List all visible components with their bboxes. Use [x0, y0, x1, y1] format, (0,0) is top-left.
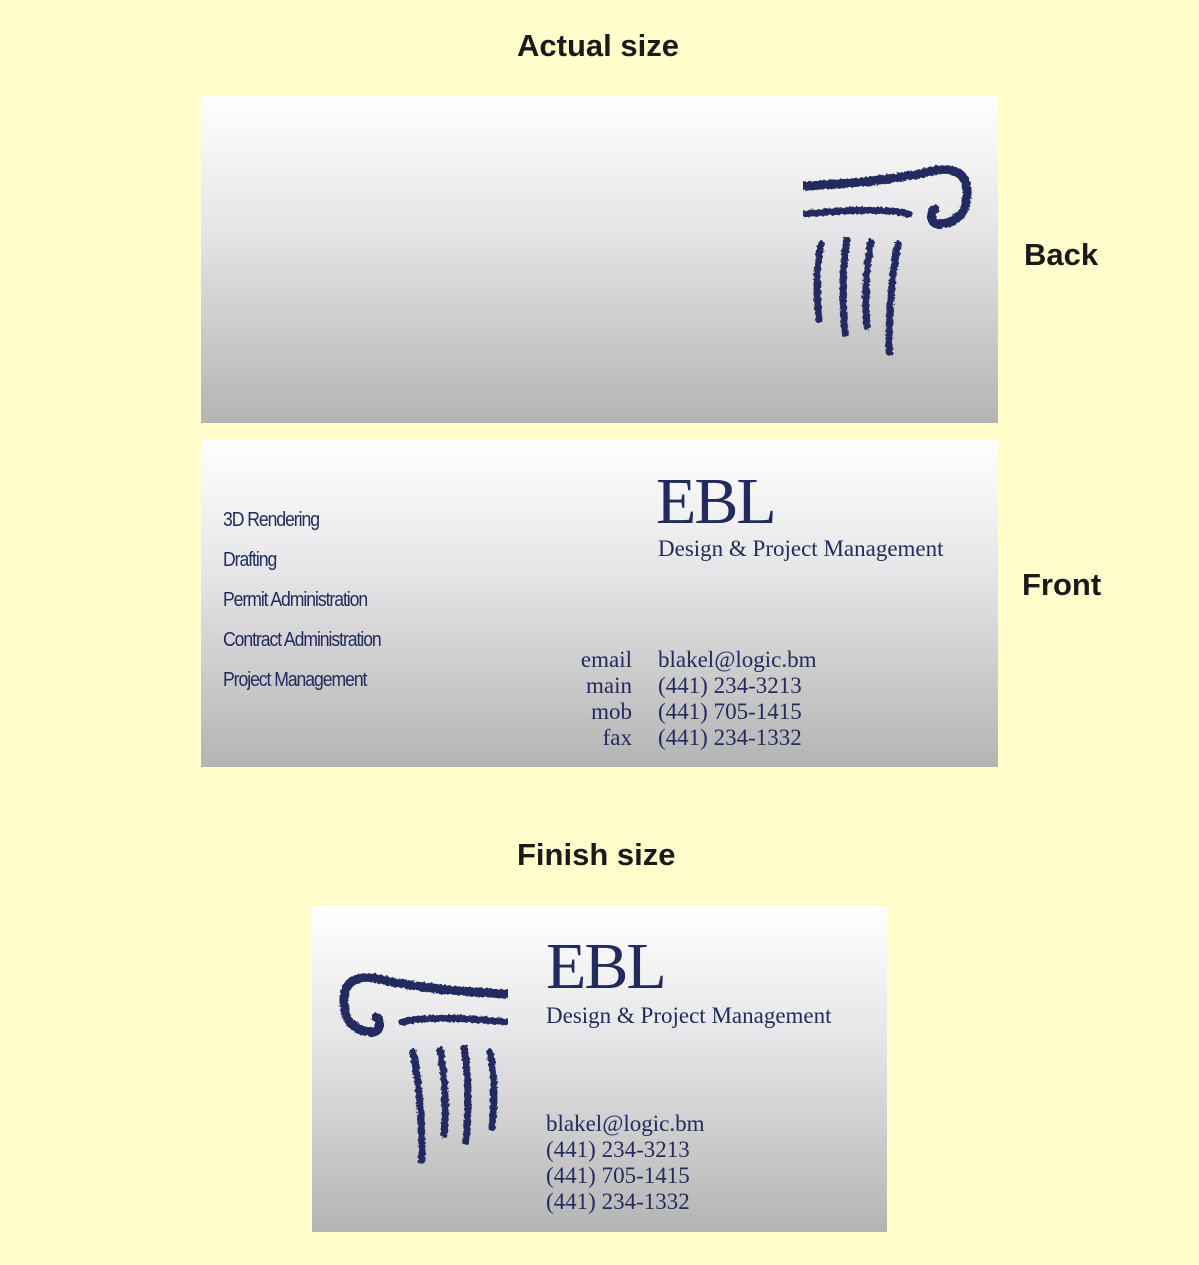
service-item: Permit Administration: [223, 589, 368, 611]
service-item: Contract Administration: [223, 629, 381, 651]
actual-size-heading: Actual size: [517, 28, 679, 63]
contact-email[interactable]: blakel@logic.bm: [546, 1111, 705, 1136]
card-finish: [312, 906, 887, 1232]
contact-fax: (441) 234-1332: [658, 725, 802, 750]
brand-name: EBL: [656, 465, 775, 538]
contact-label: mob: [591, 699, 632, 724]
contact-mobile-phone: (441) 705-1415: [546, 1163, 690, 1188]
contact-label: main: [586, 673, 632, 698]
finish-size-heading: Finish size: [517, 837, 676, 872]
service-item: Drafting: [223, 549, 277, 571]
ionic-column-icon: [338, 970, 508, 1165]
contact-main-phone: (441) 234-3213: [546, 1137, 690, 1162]
card-front: [201, 440, 998, 767]
brand-name: EBL: [546, 930, 665, 1003]
front-label: Front: [1022, 567, 1102, 602]
service-item: 3D Rendering: [223, 509, 319, 531]
ionic-column-icon: [803, 162, 973, 357]
contact-email[interactable]: blakel@logic.bm: [658, 647, 817, 672]
card-back: [201, 96, 998, 423]
contact-mobile-phone: (441) 705-1415: [658, 699, 802, 724]
contact-fax: (441) 234-1332: [546, 1189, 690, 1214]
brand-tagline: Design & Project Management: [658, 536, 944, 561]
contact-label: email: [580, 647, 632, 672]
contact-main-phone: (441) 234-3213: [658, 673, 802, 698]
service-item: Project Management: [223, 669, 367, 691]
contact-label: fax: [602, 725, 632, 750]
back-label: Back: [1024, 237, 1099, 272]
brand-tagline: Design & Project Management: [546, 1003, 832, 1028]
